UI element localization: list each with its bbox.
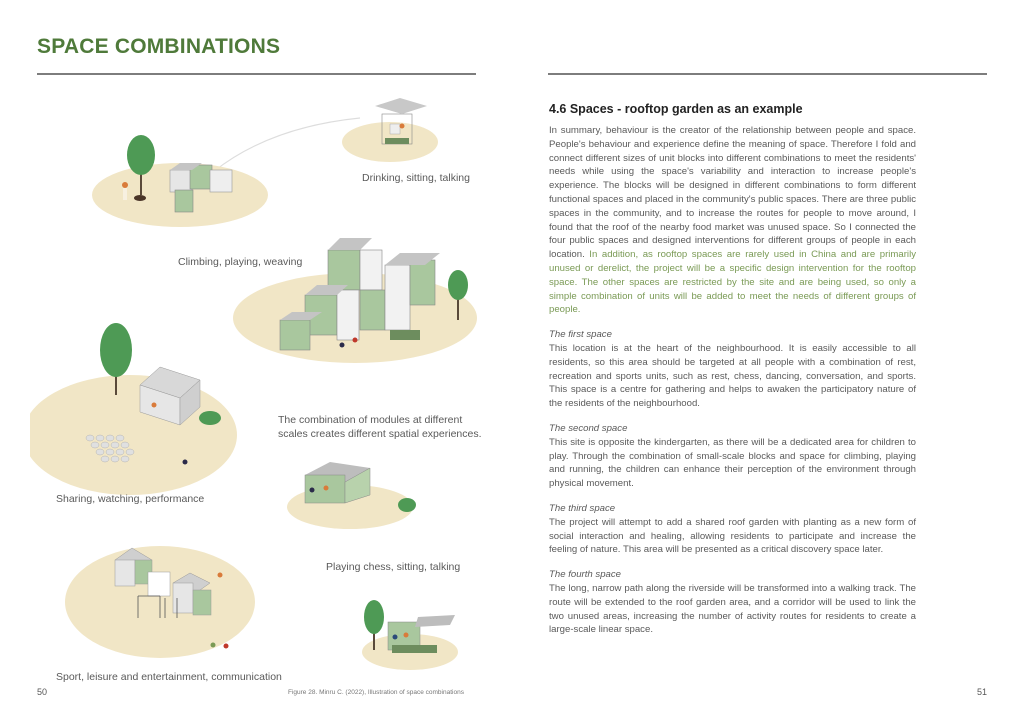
intro-paragraph	[549, 124, 916, 317]
person-icon	[122, 182, 128, 188]
page-number-left: 50	[37, 687, 48, 697]
person-icon	[353, 338, 358, 343]
caption-combination-line2: scales creates different spatial experiences.	[278, 428, 482, 440]
bush-icon	[398, 498, 416, 512]
scene-dog-walk	[92, 135, 268, 227]
subsection-body: The project will attempt to add a shared roof garden with planting as a new form of social interaction and healing, allowing residents to participate and increase the feeling of nature. This area will be presented as a critical discovery space later.	[549, 516, 916, 556]
person-icon	[224, 644, 229, 649]
scene-drinking	[342, 98, 438, 162]
subsection-title: The fourth space	[549, 569, 621, 581]
figure-caption: Figure 28. Minru C. (2022), Illustration of space combinations	[288, 689, 464, 696]
subsection-third-space	[549, 502, 916, 557]
caption-chess: Playing chess, sitting, talking	[326, 561, 461, 573]
intro-text: In summary, behaviour is the creator of the relationship between people and space. People's behaviour and experience define the meaning of space. Therefore I fold and connect different sizes of unit blocks into different combinations to meet the residents' needs while using the space's variability and interaction to increase people's experience. The blocks will be designed in different combinations to form different functional spaces and placed in the community's public spaces. There are three public spaces in the community, and to increase the routes for people to move around, I found that the roof of the nearby food market was unused space. So I connected the four public spaces and designed interventions for different groups of people in each location.	[549, 125, 916, 261]
page-title: SPACE COMBINATIONS	[37, 35, 281, 58]
person-icon	[400, 124, 405, 129]
section-heading: 4.6 Spaces - rooftop garden as an example	[549, 102, 803, 116]
intro-highlight-text: In addition, as rooftop spaces are rarely used in China and are primarily unused or derelict, the project will be a specific design intervention for the rooftop space. The other spaces are restricted by the site and are being used, so only a simple combination of units will be added to meet the needs of different groups of people.	[549, 249, 916, 316]
subsection-body: This location is at the heart of the neighbourhood. It is easily accessible to all residents, so this area should be targeted at all people with a combination of rest, recreation and sports units, such as rest, chess, dancing, conversation, and sports. This space is a centre for gathering and helps to awaken the participatory nature of the residents of the neighbourhood.	[549, 342, 916, 410]
caption-sharing: Sharing, watching, performance	[56, 493, 205, 505]
subsection-body: The long, narrow path along the riverside will be transformed into a walking track. The route will be extended to the roof garden area, and a corridor will be used to link the two unused areas, increasing the number of activity routes for residents to create a large-scale linear space.	[549, 582, 916, 636]
caption-climbing: Climbing, playing, weaving	[178, 256, 303, 268]
person-icon	[324, 486, 329, 491]
scene-sharing	[30, 323, 237, 495]
scene-chess	[287, 462, 416, 529]
person-icon	[211, 643, 216, 648]
page-number-right: 51	[977, 687, 988, 697]
subsection-fourth-space	[549, 568, 916, 637]
caption-drinking: Drinking, sitting, talking	[362, 172, 470, 184]
caption-combination-line1: The combination of modules at different	[278, 414, 463, 426]
title-divider-right	[548, 73, 987, 75]
subsection-title: The third space	[549, 502, 616, 514]
person-icon	[310, 488, 315, 493]
subsection-second-space	[549, 422, 916, 491]
caption-sport: Sport, leisure and entertainment, communication	[56, 671, 282, 683]
ground-ellipse	[30, 375, 237, 495]
title-divider-left	[37, 73, 476, 75]
subsection-title: The first space	[549, 329, 612, 341]
person-icon	[152, 403, 157, 408]
scene-sport	[65, 546, 255, 658]
person-icon	[393, 635, 398, 640]
subsection-first-space	[549, 328, 916, 411]
right-page-content	[549, 102, 916, 637]
person-icon	[218, 573, 223, 578]
dog-icon	[134, 195, 146, 201]
subsection-body: This site is opposite the kindergarten, as there will be a dedicated area for children to play. Through the combination of small-scale blocks and space for climbing, playing and running, the children can enhance their perception of the environment through physical movement.	[549, 436, 916, 490]
person-icon	[183, 460, 188, 465]
person-icon	[404, 633, 409, 638]
scene-bench	[362, 600, 458, 670]
bush-icon	[199, 411, 221, 425]
subsection-title: The second space	[549, 422, 628, 434]
person-icon	[340, 343, 345, 348]
